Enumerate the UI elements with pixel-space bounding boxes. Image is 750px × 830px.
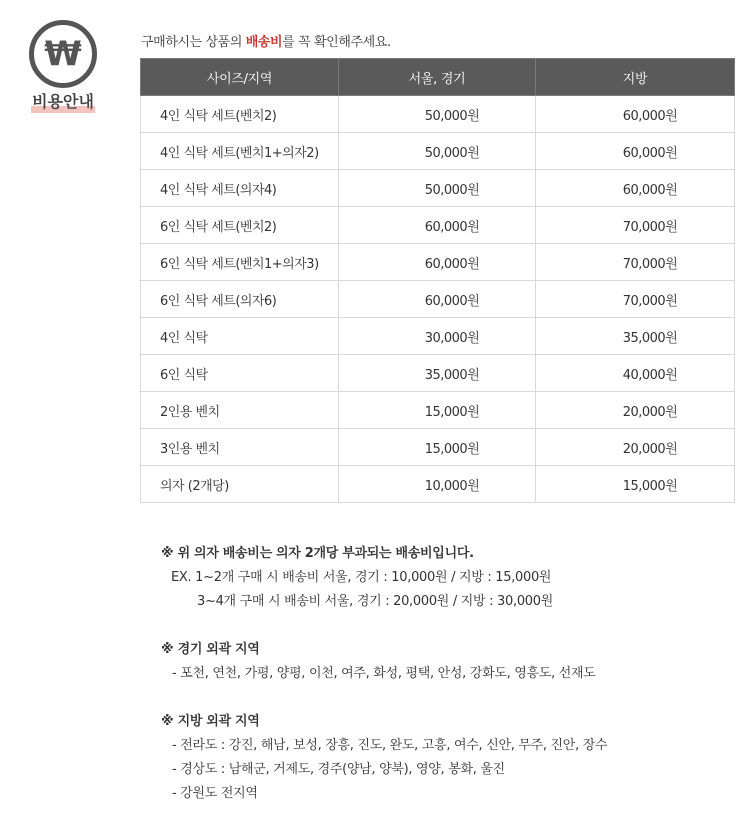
cell-product: 6인 식탁 세트(벤치2)	[141, 207, 339, 244]
cell-seoul-gyeonggi-fee: 30,000원	[339, 318, 536, 355]
table-row	[141, 133, 735, 170]
cell-local-fee: 20,000원	[536, 392, 735, 429]
cell-seoul-gyeonggi-fee: 15,000원	[339, 392, 536, 429]
header-size-region: 사이즈/지역	[141, 59, 339, 96]
table-row	[141, 170, 735, 207]
notice-highlight: 배송비	[245, 35, 283, 50]
cell-local-fee: 20,000원	[536, 429, 735, 466]
cell-product: 2인용 벤치	[141, 392, 339, 429]
cell-product: 6인 식탁 세트(의자6)	[141, 281, 339, 318]
cell-seoul-gyeonggi-fee: 60,000원	[339, 207, 536, 244]
gyeonggi-outskirts-list: - 포천, 연천, 가평, 양평, 이천, 여주, 화성, 평택, 안성, 강화도, 영흥도, 선재도	[172, 666, 596, 681]
notice-suffix: 를 꼭 확인해주세요.	[282, 35, 391, 50]
table-header-row	[141, 59, 735, 96]
cell-seoul-gyeonggi-fee: 60,000원	[339, 244, 536, 281]
badge-label: 비용안내	[32, 92, 94, 111]
cell-product: 6인 식탁 세트(벤치1+의자3)	[141, 244, 339, 281]
table-row	[141, 96, 735, 133]
chair-example-2: 3~4개 구매 시 배송비 서울, 경기 : 20,000원 / 지방 : 30,000원	[197, 594, 554, 609]
header-seoul-gyeonggi: 서울, 경기	[339, 59, 536, 96]
cost-guide-badge	[27, 20, 99, 113]
local-outskirts-title: ※ 지방 외곽 지역	[161, 714, 260, 729]
won-icon: ₩	[29, 20, 97, 88]
cell-product: 4인 식탁 세트(의자4)	[141, 170, 339, 207]
cell-product: 4인 식탁 세트(벤치2)	[141, 96, 339, 133]
table-row	[141, 392, 735, 429]
table-row	[141, 207, 735, 244]
table-row	[141, 429, 735, 466]
jeolla-list: - 전라도 : 강진, 해남, 보성, 장흥, 진도, 완도, 고흥, 여수, 신안, 무주, 진안, 장수	[172, 738, 608, 753]
shipping-fee-table	[140, 58, 735, 503]
cell-local-fee: 35,000원	[536, 318, 735, 355]
cell-local-fee: 70,000원	[536, 207, 735, 244]
cell-product: 4인 식탁	[141, 318, 339, 355]
cell-local-fee: 60,000원	[536, 133, 735, 170]
table-row	[141, 281, 735, 318]
cell-local-fee: 70,000원	[536, 281, 735, 318]
cell-local-fee: 40,000원	[536, 355, 735, 392]
table-row	[141, 244, 735, 281]
chair-example-1: EX. 1~2개 구매 시 배송비 서울, 경기 : 10,000원 / 지방 : 15,000원	[171, 570, 552, 585]
cell-product: 의자 (2개당)	[141, 466, 339, 503]
shipping-notice	[141, 31, 391, 50]
table-row	[141, 318, 735, 355]
gyeongsang-list: - 경상도 : 남해군, 거제도, 경주(양남, 양북), 영양, 봉화, 울진	[172, 762, 505, 777]
shipping-notes	[161, 542, 607, 806]
cell-local-fee: 60,000원	[536, 170, 735, 207]
cell-local-fee: 60,000원	[536, 96, 735, 133]
cell-seoul-gyeonggi-fee: 35,000원	[339, 355, 536, 392]
cell-seoul-gyeonggi-fee: 10,000원	[339, 466, 536, 503]
chair-note-title: ※ 위 의자 배송비는 의자 2개당 부과되는 배송비입니다.	[161, 546, 474, 561]
cell-seoul-gyeonggi-fee: 15,000원	[339, 429, 536, 466]
table-row	[141, 466, 735, 503]
cell-seoul-gyeonggi-fee: 50,000원	[339, 170, 536, 207]
gangwon-list: - 강원도 전지역	[172, 786, 258, 801]
cell-product: 3인용 벤치	[141, 429, 339, 466]
header-local: 지방	[536, 59, 735, 96]
table-row	[141, 355, 735, 392]
cell-seoul-gyeonggi-fee: 60,000원	[339, 281, 536, 318]
cell-product: 6인 식탁	[141, 355, 339, 392]
cell-product: 4인 식탁 세트(벤치1+의자2)	[141, 133, 339, 170]
cell-local-fee: 15,000원	[536, 466, 735, 503]
notice-prefix: 구매하시는 상품의	[141, 35, 246, 50]
cell-seoul-gyeonggi-fee: 50,000원	[339, 96, 536, 133]
cell-seoul-gyeonggi-fee: 50,000원	[339, 133, 536, 170]
gyeonggi-outskirts-title: ※ 경기 외곽 지역	[161, 642, 260, 657]
cell-local-fee: 70,000원	[536, 244, 735, 281]
